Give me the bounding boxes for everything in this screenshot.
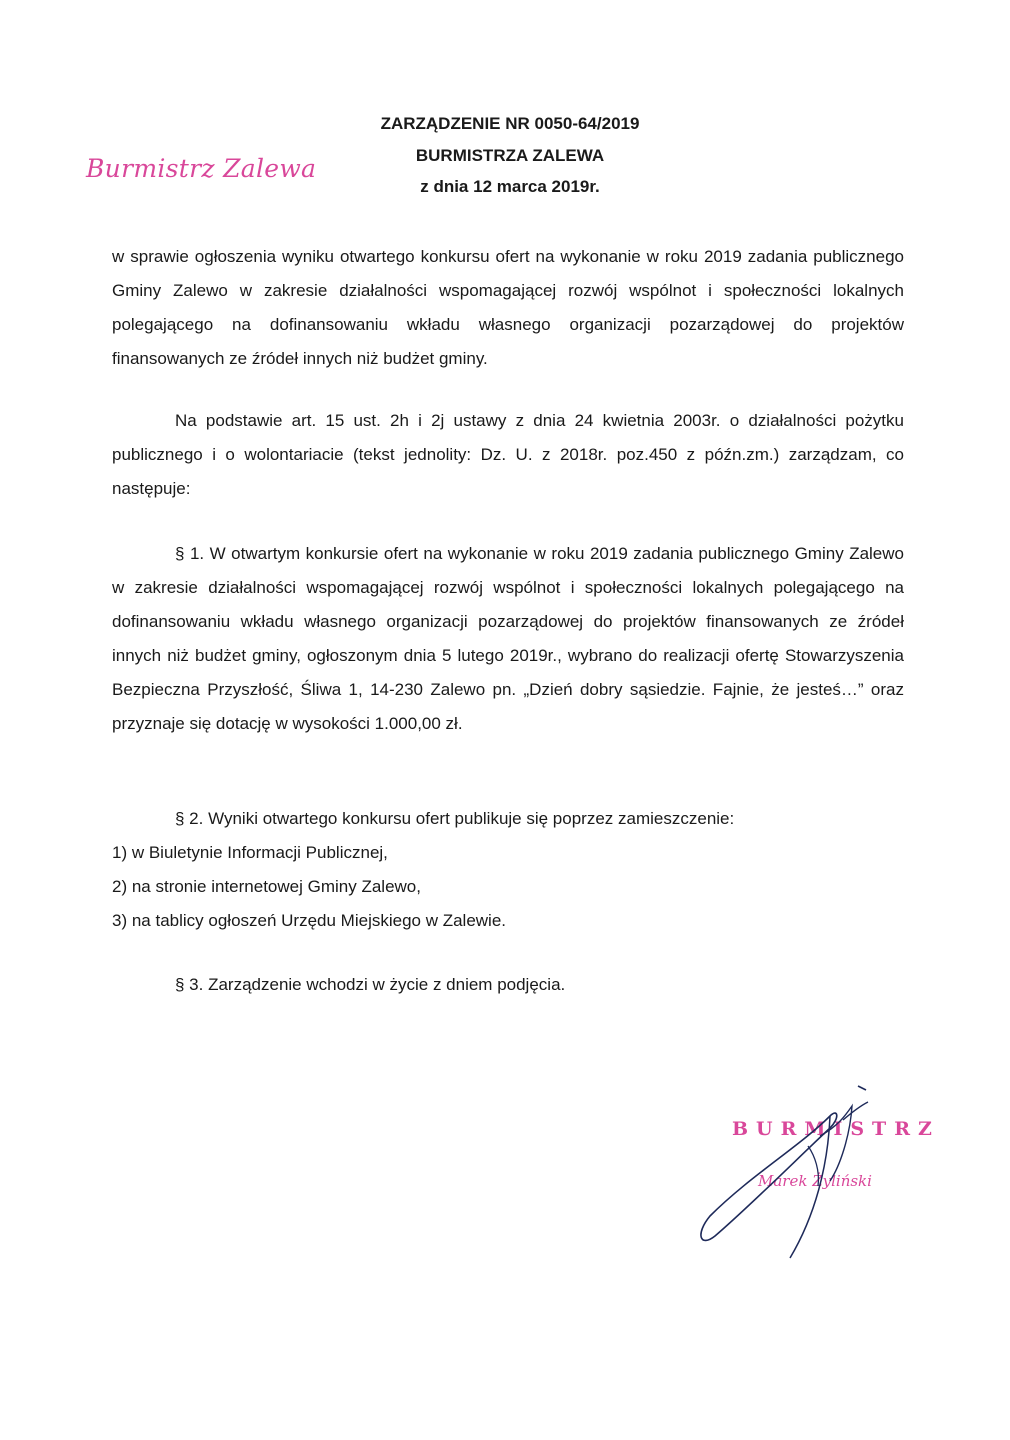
legal-basis-paragraph: Na podstawie art. 15 ust. 2h i 2j ustawy z dnia 24 kwietnia 2003r. o działalności pożytku publicznego i o wolontariacie (tekst jednolity: Dz. U. z 2018r. poz.450 z późn.zm.) zarządzam, co następuje: [112,411,904,498]
document-header [310,108,710,203]
office-stamp: Burmistrz Zalewa [86,154,317,183]
ordinance-issuer: BURMISTRZA ZALEWA [415,145,605,165]
list-item: 2) na stronie internetowej Gminy Zalewo, [112,877,421,896]
ordinance-number: ZARZĄDZENIE NR 0050-64/2019 [380,114,640,133]
section-1-paragraph: § 1. W otwartym konkursie ofert na wykonanie w roku 2019 zadania publicznego Gminy Zalewo w zakresie działalności wspomagającej rozwój wspólnot i społeczności lokalnych polegającego na dofinansowaniu wkładu własnego organizacji pozarządowej do projektów finansowanych ze źródeł innych niż budżet gminy, ogłoszonym dnia 5 lutego 2019r., wybrano do realizacji ofertę Stowarzyszenia Bezpieczna Przyszłość, Śliwa 1, 14-230 Zalewo pn. „Dzień dobry sąsiedzie. Fajnie, że jesteś…” oraz przyznaje się dotację w wysokości 1.000,00 zł. [112,544,904,733]
mayor-stamp-name: Marek Żyliński [758,1172,872,1190]
mayor-stamp-title: BURMISTRZ [732,1118,940,1140]
section-2-intro: § 2. Wyniki otwartego konkursu ofert publikuje się poprzez zamieszczenie: [175,809,735,828]
ordinance-date: z dnia 12 marca 2019r. [420,177,600,196]
section-3-paragraph: § 3. Zarządzenie wchodzi w życie z dniem podjęcia. [175,975,566,994]
list-item: 3) na tablicy ogłoszeń Urzędu Miejskiego w Zalewie. [112,911,507,930]
list-item: 1) w Biuletynie Informacji Publicznej, [112,843,388,862]
subject-paragraph: w sprawie ogłoszenia wyniku otwartego konkursu ofert na wykonanie w roku 2019 zadania publicznego Gminy Zalewo w zakresie działalności wspomagającej rozwój wspólnot i społeczności lokalnych polegającego na dofinansowaniu wkładu własnego organizacji pozarządowej do projektów finansowanych ze źródeł innych niż budżet gminy. [112,247,904,368]
section-2 [112,802,904,938]
handwritten-signature [680,1076,880,1266]
